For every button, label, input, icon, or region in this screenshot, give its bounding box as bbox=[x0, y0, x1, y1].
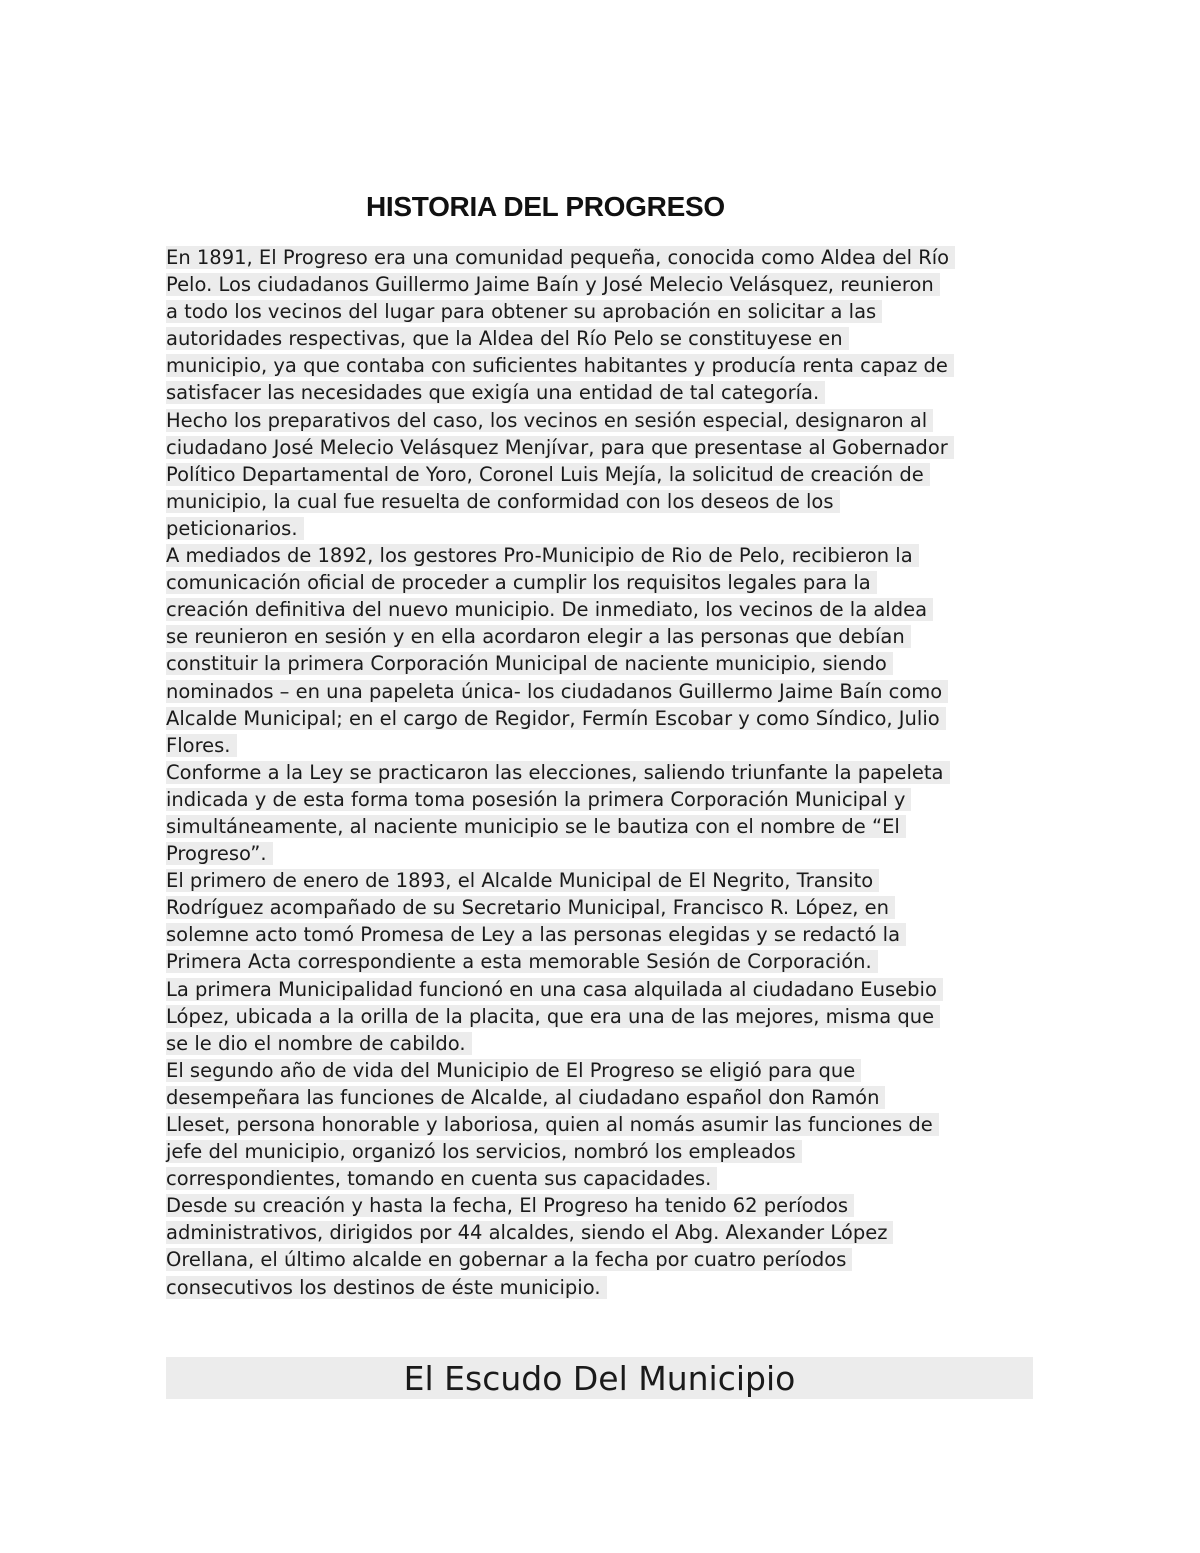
body-line bbox=[166, 813, 1046, 840]
body-line-text: Conforme a la Ley se practicaron las elecciones, saliendo triunfante la papeleta bbox=[166, 761, 950, 784]
body-line-text: peticionarios. bbox=[166, 517, 304, 540]
body-line-text: Pelo. Los ciudadanos Guillermo Jaime Baín y José Melecio Velásquez, reunieron bbox=[166, 273, 940, 296]
body-line bbox=[166, 1219, 1046, 1246]
body-line bbox=[166, 596, 1046, 623]
body-line-text: ciudadano José Melecio Velásquez Menjívar, para que presentase al Gobernador bbox=[166, 436, 954, 459]
body-line-text: Progreso”. bbox=[166, 842, 273, 865]
body-line bbox=[166, 1192, 1046, 1219]
body-line bbox=[166, 488, 1046, 515]
body-line bbox=[166, 1274, 1046, 1301]
body-line-text: Primera Acta correspondiente a esta memorable Sesión de Corporación. bbox=[166, 950, 878, 973]
body-line-text: constituir la primera Corporación Municipal de naciente municipio, siendo bbox=[166, 652, 893, 675]
body-line bbox=[166, 271, 1046, 298]
body-line bbox=[166, 1111, 1046, 1138]
body-line-text: Alcalde Municipal; en el cargo de Regidor, Fermín Escobar y como Síndico, Julio bbox=[166, 707, 946, 730]
body-line bbox=[166, 732, 1046, 759]
body-line-text: Lleset, persona honorable y laboriosa, quien al nomás asumir las funciones de bbox=[166, 1113, 939, 1136]
body-line bbox=[166, 515, 1046, 542]
body-line bbox=[166, 867, 1046, 894]
body-line bbox=[166, 1138, 1046, 1165]
body-line-text: a todo los vecinos del lugar para obtener su aprobación en solicitar a las bbox=[166, 300, 882, 323]
body-line-text: López, ubicada a la orilla de la placita, que era una de las mejores, misma que bbox=[166, 1005, 940, 1028]
body-line bbox=[166, 1084, 1046, 1111]
body-line bbox=[166, 569, 1046, 596]
body-line bbox=[166, 976, 1046, 1003]
body-line-text: satisfacer las necesidades que exigía una entidad de tal categoría. bbox=[166, 381, 825, 404]
body-line bbox=[166, 1057, 1046, 1084]
body-line-text: se reunieron en sesión y en ella acordaron elegir a las personas que debían bbox=[166, 625, 911, 648]
body-line bbox=[166, 786, 1046, 813]
body-line bbox=[166, 678, 1046, 705]
body-line-text: consecutivos los destinos de éste municipio. bbox=[166, 1276, 607, 1299]
section-heading-escudo: El Escudo Del Municipio bbox=[166, 1357, 1033, 1399]
body-line bbox=[166, 1030, 1046, 1057]
history-body-text bbox=[166, 244, 1046, 1301]
body-line-text: Político Departamental de Yoro, Coronel Luis Mejía, la solicitud de creación de bbox=[166, 463, 930, 486]
body-line-text: Rodríguez acompañado de su Secretario Municipal, Francisco R. López, en bbox=[166, 896, 895, 919]
body-line-text: Desde su creación y hasta la fecha, El Progreso ha tenido 62 períodos bbox=[166, 1194, 854, 1217]
body-line-text: jefe del municipio, organizó los servicios, nombró los empleados bbox=[166, 1140, 802, 1163]
body-line-text: solemne acto tomó Promesa de Ley a las personas elegidas y se redactó la bbox=[166, 923, 906, 946]
body-line-text: El primero de enero de 1893, el Alcalde Municipal de El Negrito, Transito bbox=[166, 869, 879, 892]
body-line-text: La primera Municipalidad funcionó en una casa alquilada al ciudadano Eusebio bbox=[166, 978, 943, 1001]
body-line bbox=[166, 352, 1046, 379]
body-line bbox=[166, 894, 1046, 921]
body-line bbox=[166, 948, 1046, 975]
body-line bbox=[166, 434, 1046, 461]
body-line bbox=[166, 542, 1046, 569]
body-line bbox=[166, 244, 1046, 271]
body-line bbox=[166, 1246, 1046, 1273]
body-line bbox=[166, 705, 1046, 732]
document-title: HISTORIA DEL PROGRESO bbox=[366, 191, 725, 222]
body-line bbox=[166, 407, 1046, 434]
body-line-text: correspondientes, tomando en cuenta sus capacidades. bbox=[166, 1167, 717, 1190]
body-line bbox=[166, 461, 1046, 488]
body-line-text: Flores. bbox=[166, 734, 237, 757]
body-line-text: El segundo año de vida del Municipio de El Progreso se eligió para que bbox=[166, 1059, 861, 1082]
body-line-text: administrativos, dirigidos por 44 alcaldes, siendo el Abg. Alexander López bbox=[166, 1221, 893, 1244]
body-line-text: desempeñara las funciones de Alcalde, al ciudadano español don Ramón bbox=[166, 1086, 885, 1109]
body-line bbox=[166, 1165, 1046, 1192]
body-line-text: A mediados de 1892, los gestores Pro-Municipio de Rio de Pelo, recibieron la bbox=[166, 544, 919, 567]
body-line bbox=[166, 298, 1046, 325]
body-line bbox=[166, 759, 1046, 786]
body-line-text: indicada y de esta forma toma posesión la primera Corporación Municipal y bbox=[166, 788, 911, 811]
body-line-text: simultáneamente, al naciente municipio se le bautiza con el nombre de “El bbox=[166, 815, 906, 838]
body-line-text: nominados – en una papeleta única- los ciudadanos Guillermo Jaime Baín como bbox=[166, 680, 948, 703]
body-line-text: En 1891, El Progreso era una comunidad pequeña, conocida como Aldea del Río bbox=[166, 246, 955, 269]
body-line bbox=[166, 921, 1046, 948]
body-line-text: autoridades respectivas, que la Aldea del Río Pelo se constituyese en bbox=[166, 327, 849, 350]
body-line bbox=[166, 379, 1046, 406]
body-line-text: municipio, la cual fue resuelta de conformidad con los deseos de los bbox=[166, 490, 840, 513]
body-line-text: Hecho los preparativos del caso, los vecinos en sesión especial, designaron al bbox=[166, 409, 933, 432]
body-line-text: municipio, ya que contaba con suficientes habitantes y producía renta capaz de bbox=[166, 354, 954, 377]
body-line bbox=[166, 325, 1046, 352]
body-line bbox=[166, 1003, 1046, 1030]
body-line bbox=[166, 840, 1046, 867]
body-line-text: se le dio el nombre de cabildo. bbox=[166, 1032, 472, 1055]
body-line bbox=[166, 623, 1046, 650]
body-line-text: creación definitiva del nuevo municipio. De inmediato, los vecinos de la aldea bbox=[166, 598, 933, 621]
body-line bbox=[166, 650, 1046, 677]
body-line-text: comunicación oficial de proceder a cumplir los requisitos legales para la bbox=[166, 571, 877, 594]
body-line-text: Orellana, el último alcalde en gobernar a la fecha por cuatro períodos bbox=[166, 1248, 852, 1271]
